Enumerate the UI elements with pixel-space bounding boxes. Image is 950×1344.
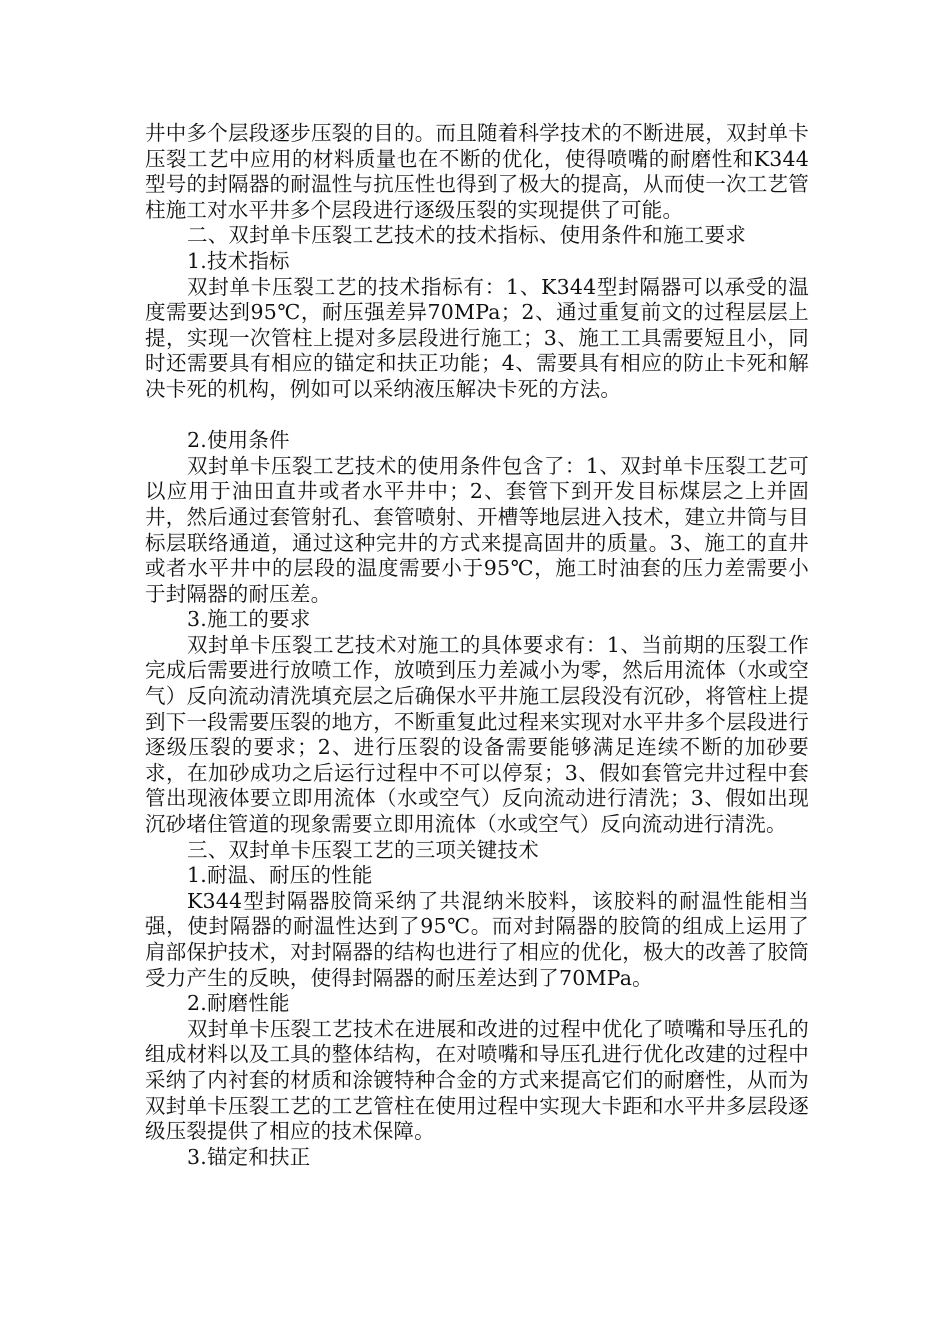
paragraph-temperature-pressure: K344型封隔器胶筒采纳了共混纳米胶料，该胶料的耐温性能相当强，使封隔器的耐温性达到了95℃。而对封隔器的胶筒的组成上运用了肩部保护技术，对封隔器的结构也进行了相应的优化，极大的改善了胶筒受力产生的反映，使得封隔器的耐压差达到了70MPa。 xyxy=(145,888,809,990)
document-page xyxy=(145,121,809,1170)
subheading-anchoring-centralizing: 3.锚定和扶正 xyxy=(187,1144,311,1169)
section-heading-2: 二、双封单卡压裂工艺技术的技术指标、使用条件和施工要求 xyxy=(187,223,746,248)
subheading-usage-conditions: 2.使用条件 xyxy=(187,428,290,453)
subheading-temperature-pressure: 1.耐温、耐压的性能 xyxy=(187,863,373,888)
paragraph-continuation: 井中多个层段逐步压裂的目的。而且随着科学技术的不断进展，双封单卡压裂工艺中应用的材料质量也在不断的优化，使得喷嘴的耐磨性和K344型号的封隔器的耐温性与抗压性也得到了极大的提高，从而使一次工艺管柱施工对水平井多个层段进行逐级压裂的实现提供了可能。 xyxy=(145,121,809,222)
section-heading-3: 三、双封单卡压裂工艺的三项关键技术 xyxy=(187,837,539,862)
paragraph-usage-conditions: 双封单卡压裂工艺技术的使用条件包含了：1、双封单卡压裂工艺可以应用于油田直井或者水平井中；2、套管下到开发目标煤层之上并固井，然后通过套管射孔、套管喷射、开槽等地层进入技术，建立井筒与目标层联络通道，通过这种完井的方式来提高固井的质量。3、施工的直井或者水平井中的层段的温度需要小于95℃，施工时油套的压力差需要小于封隔器的耐压差。 xyxy=(145,453,809,606)
subheading-wear-resistance: 2.耐磨性能 xyxy=(187,991,290,1016)
paragraph-construction-requirements: 双封单卡压裂工艺技术对施工的具体要求有：1、当前期的压裂工作完成后需要进行放喷工作，放喷到压力差减小为零，然后用流体（水或空气）反向流动清洗填充层之后确保水平井施工层段没有沉砂，将管柱上提到下一段需要压裂的地方，不断重复此过程来实现对水平井多个层段进行逐级压裂的要求；2、进行压裂的设备需要能够满足连续不断的加砂要求，在加砂成功之后运行过程中不可以停泵；3、假如套管完井过程中套管出现液体要立即用流体（水或空气）反向流动进行清洗；3、假如出现沉砂堵住管道的现象需要立即用流体（水或空气）反向流动进行清洗。 xyxy=(145,632,809,837)
paragraph-wear-resistance: 双封单卡压裂工艺技术在进展和改进的过程中优化了喷嘴和导压孔的组成材料以及工具的整体结构，在对喷嘴和导压孔进行优化改建的过程中采纳了内衬套的材质和涂镀特种合金的方式来提高它们的耐磨性，从而为双封单卡压裂工艺的工艺管柱在使用过程中实现大卡距和水平井多层段逐级压裂提供了相应的技术保障。 xyxy=(145,1016,809,1144)
subheading-technical-indicators: 1.技术指标 xyxy=(187,248,290,273)
paragraph-technical-indicators: 双封单卡压裂工艺的技术指标有：1、K344型封隔器可以承受的温度需要达到95℃，耐压强差异70MPa；2、通过重复前文的过程层层上提，实现一次管柱上提对多层段进行施工；3、施工工具需要短且小，同时还需要具有相应的锚定和扶正功能；4、需要具有相应的防止卡死和解决卡死的机构，例如可以采纳液压解决卡死的方法。 xyxy=(145,274,809,401)
blank-line xyxy=(145,403,809,429)
subheading-construction-requirements: 3.施工的要求 xyxy=(187,607,311,632)
